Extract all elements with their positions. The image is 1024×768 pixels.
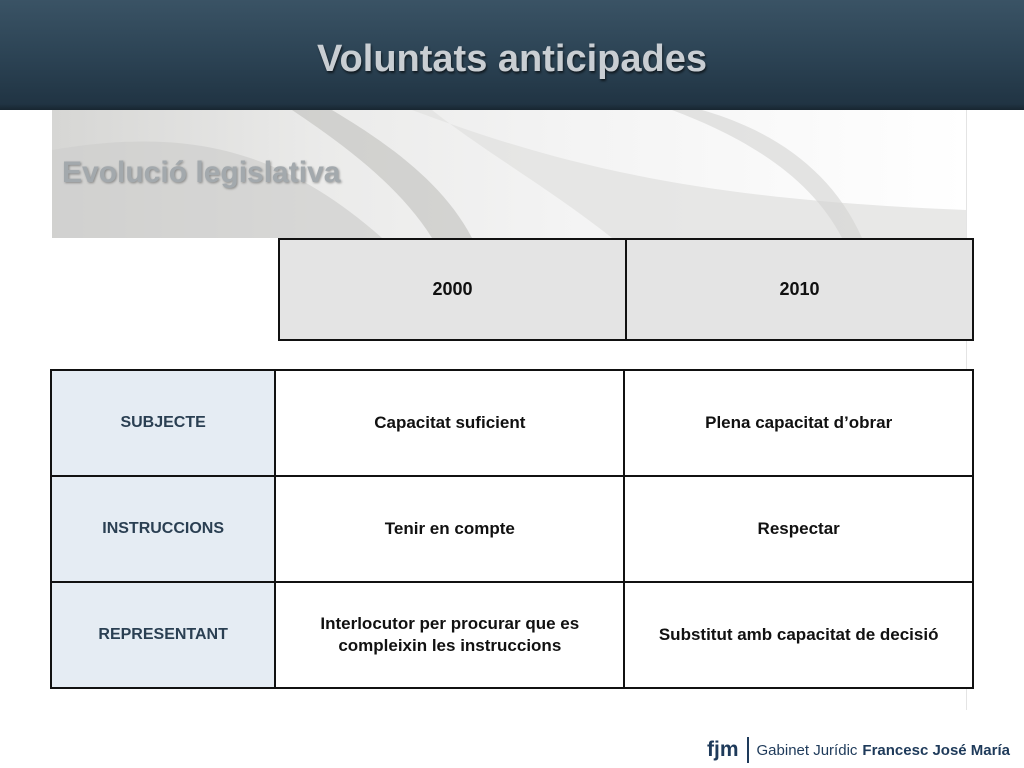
row-label-representant: REPRESENTANT <box>51 582 275 688</box>
comparison-table <box>50 369 974 689</box>
footer-logo <box>707 736 1010 764</box>
logo-mark: fjm <box>707 738 739 761</box>
year-header-row <box>279 239 973 340</box>
table-row <box>51 476 973 582</box>
row-label-instruccions: INSTRUCCIONS <box>51 476 275 582</box>
row-label-subjecte: SUBJECTE <box>51 370 275 476</box>
cell-2000: Capacitat suficient <box>275 370 624 476</box>
slide-title: Voluntats anticipades <box>317 38 707 80</box>
cell-2010: Substitut amb capacitat de decisió <box>624 582 973 688</box>
logo-name: Francesc José María <box>862 741 1010 759</box>
year-2000-cell: 2000 <box>279 239 626 340</box>
logo-text: Gabinet Jurídic <box>756 741 858 759</box>
year-header-table <box>278 238 974 341</box>
table-row <box>51 582 973 688</box>
cell-2010: Respectar <box>624 476 973 582</box>
cell-2000: Tenir en compte <box>275 476 624 582</box>
logo-divider <box>747 737 749 763</box>
cell-2000: Interlocutor per procurar que es compleixin les instruccions <box>275 582 624 688</box>
year-2010-cell: 2010 <box>626 239 973 340</box>
cell-2010: Plena capacitat d’obrar <box>624 370 973 476</box>
table-row <box>51 370 973 476</box>
slide-subtitle: Evolució legislativa <box>62 156 341 189</box>
